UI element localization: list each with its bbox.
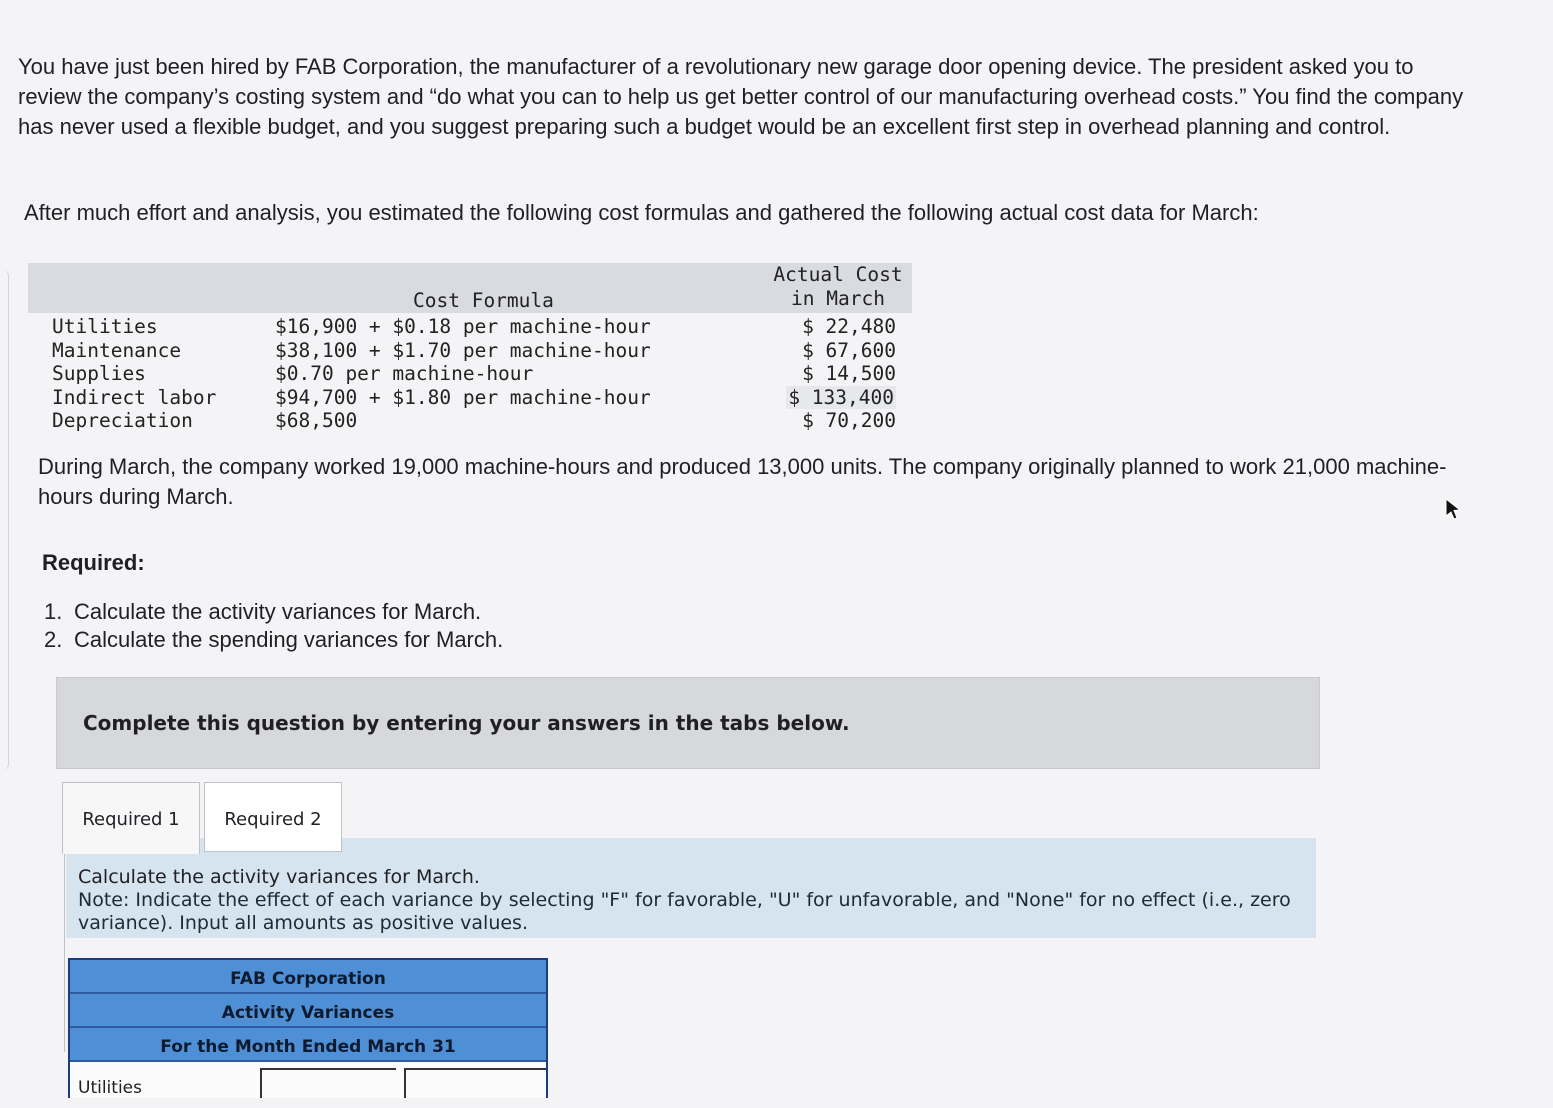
activity-variances-table: [68, 958, 548, 1098]
cost-row-depreciation: Depreciation $68,500 $ 70,200: [52, 409, 896, 433]
cost-table-header: [28, 263, 912, 313]
required-item-1: 1. Calculate the activity variances for March.: [44, 599, 482, 624]
cost-formula-table: [28, 263, 912, 433]
machine-hours-paragraph: During March, the company worked 19,000 machine-hours and produced 13,000 units. The company originally planned to work 21,000 machine-hours during March.: [38, 454, 1447, 509]
tab-required-2[interactable]: Required 2: [204, 782, 342, 852]
instruction-note: Note: Indicate the effect of each variance by selecting "F" for favorable, "U" for unfavorable, and "None" for no effect (i.e., zero variance). Input all amounts as positive values.: [78, 889, 1291, 934]
answer-table-title: Activity Variances: [70, 994, 546, 1028]
header-cost-formula: Cost Formula: [413, 289, 554, 312]
instructions-box: [66, 838, 1316, 938]
utilities-effect-select[interactable]: [404, 1068, 546, 1098]
cost-row-maintenance: Maintenance $38,100 + $1.70 per machine-hour $ 67,600: [52, 338, 896, 362]
answer-table-period: For the Month Ended March 31: [70, 1028, 546, 1062]
mouse-pointer-icon: [1444, 498, 1462, 520]
required-item-2: 2. Calculate the spending variances for March.: [44, 627, 504, 652]
cost-data-intro: After much effort and analysis, you estimated the following cost formulas and gathered the following actual cost data for March:: [24, 200, 1259, 225]
tab-required-1[interactable]: Required 1: [62, 782, 200, 854]
instruction-main: Calculate the activity variances for March.: [78, 866, 480, 888]
left-edge-handle: [0, 270, 9, 770]
cost-row-supplies: Supplies $0.70 per machine-hour $ 14,500: [52, 362, 896, 386]
answer-row-label: Utilities: [78, 1078, 142, 1098]
required-heading: Required:: [42, 550, 145, 575]
cost-row-indirect-labor: Indirect labor $94,700 + $1.80 per machine-hour $ 133,400: [52, 385, 894, 409]
answer-table-company: FAB Corporation: [70, 960, 546, 994]
intro-paragraph: You have just been hired by FAB Corporation, the manufacturer of a revolutionary new garage door opening device. The president asked you to review the company’s costing system and “do what you can to help us get better control of our manufacturing overhead costs.” You find the company has never used a flexible budget, and you suggest preparing such a budget would be an excellent first step in overhead planning and control.: [18, 54, 1464, 139]
complete-question-banner: Complete this question by entering your answers in the tabs below.: [56, 677, 1320, 769]
answer-row-utilities: [70, 1062, 546, 1098]
required-list: [44, 598, 503, 654]
header-actual-cost: Actual Cost in March: [773, 263, 903, 310]
utilities-amount-input[interactable]: [260, 1068, 396, 1098]
cost-row-utilities: Utilities $16,900 + $0.18 per machine-hour $ 22,480: [52, 315, 896, 338]
